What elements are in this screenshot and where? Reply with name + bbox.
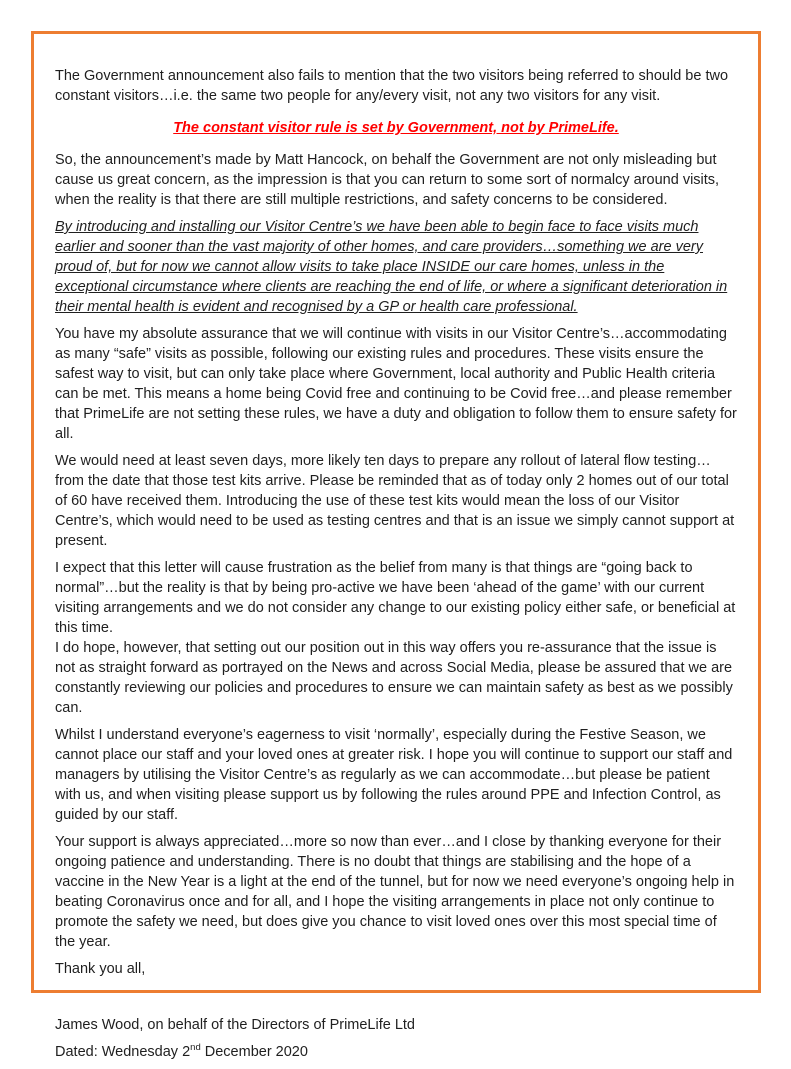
paragraph-expectation (55, 558, 737, 718)
paragraph-lateral-flow-testing: We would need at least seven days, more likely ten days to prepare any rollout of lateral flow testing…from the date that those test kits arrive. Please be reminded that as of today only 2 homes out of our total of 60 have received them. Introducing the use of these test kits would mean the loss of our Visitor Centre’s, which would need to be used as testing centres and that is an issue we simply cannot support at present. (55, 453, 735, 549)
paragraph-expectation-part2: I do hope, however, that setting out our position out in this way offers you re-assurance that the issue is not as straight forward as portrayed on the News and across Social Media, please be assured that we are constantly reviewing our policies and procedures to ensure we can maintain safety as best as we possibly can. (55, 640, 733, 716)
paragraph-festive-season: Whilst I understand everyone’s eagerness to visit ‘normally’, especially during the Festive Season, we cannot place our staff and your loved ones at greater risk. I hope you will continue to support our staff and managers by utilising the Visitor Centre’s as regularly as we can accommodate…but please be patient with us, and when visiting please support us by following the rules around PPE and Infection Control, as guided by our staff. (55, 727, 733, 823)
paragraph-assurance: You have my absolute assurance that we will continue with visits in our Visitor Centre’s…accommodating as many “safe” visits as possible, following our existing rules and procedures. These visits ensure the safest way to visit, but can only take place where Government, local authority and Public Health criteria can be met. This means a home being Covid free and continuing to be Covid free…and please remember that PrimeLife are not setting these rules, we have a duty and obligation to follow them to ensure safety for all. (55, 326, 737, 442)
closing-line: Thank you all, (55, 961, 146, 977)
paragraph-government-announcement: The Government announcement also fails to mention that the two visitors being referred to should be two constant visitors…i.e. the same two people for any/every visit, not any two visitors for any visit. (55, 68, 729, 104)
paragraph-support-thanks: Your support is always appreciated…more so now than ever…and I close by thanking everyone for their ongoing patience and understanding. There is no doubt that things are stabilising and the hope of a vaccine in the New Year is a light at the end of the tunnel, but for now we need everyone’s ongoing help in beating Coronavirus once and for all, and I hope the visiting arrangements in place not only continue to promote the safety we need, but does give you chance to visit loved ones over this most special time of the year. (55, 834, 735, 950)
date-line (55, 1042, 737, 1062)
date-prefix: Dated: Wednesday 2 (55, 1044, 191, 1060)
paragraph-expectation-part1: I expect that this letter will cause frustration as the belief from many is that things are “going back to normal”…but the reality is that by being pro-active we have been ‘ahead of the game’ with our current visiting arrangements and we do not consider any change to our existing policy either safe, or beneficial at this time. (55, 560, 736, 636)
paragraph-visitor-centres-policy: By introducing and installing our Visitor Centre’s we have been able to begin face to face visits much earlier and sooner than the vast majority of other homes, and care providers…something we are very proud of, but for now we cannot allow visits to take place INSIDE our care homes, unless in the exceptional circumstance where clients are reaching the end of life, or where a significant deterioration in their mental health is evident and recognised by a GP or health care professional. (55, 219, 728, 315)
date-ordinal-suffix: nd (190, 1042, 201, 1054)
constant-visitor-rule-heading: The constant visitor rule is set by Government, not by PrimeLife. (173, 120, 619, 136)
paragraph-matt-hancock-announcements: So, the announcement’s made by Matt Hancock, on behalf the Government are not only misleading but cause us great concern, as the impression is that you can return to some sort of normalcy around visits, when the reality is that there are still multiple restrictions, and safety concerns to be considered. (55, 152, 720, 208)
page-border (31, 31, 761, 1060)
signature-line: James Wood, on behalf of the Directors of PrimeLife Ltd (55, 1017, 415, 1033)
date-suffix: December 2020 (200, 1044, 308, 1060)
letter-content (55, 66, 737, 1069)
